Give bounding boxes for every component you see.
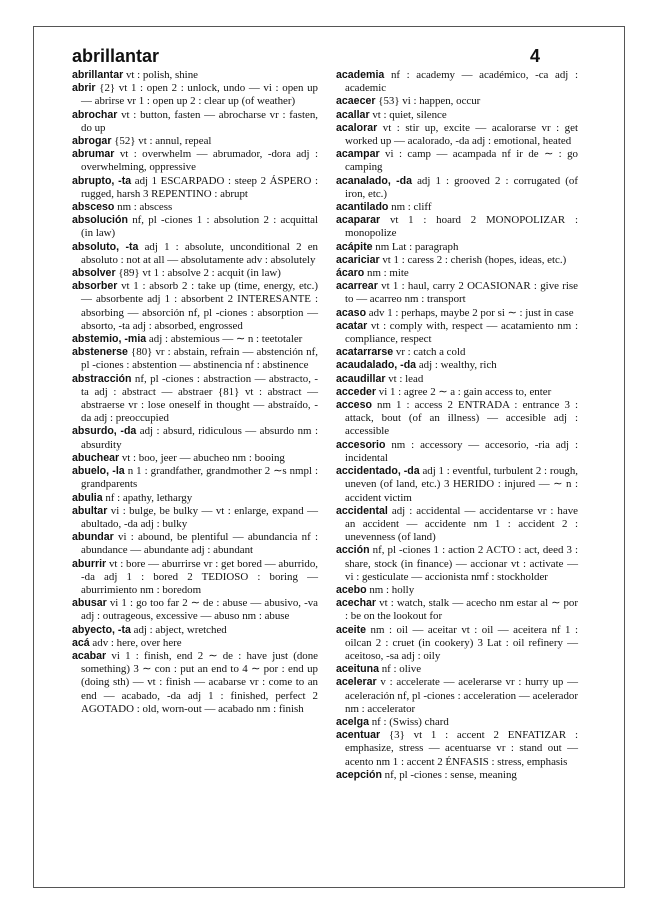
- entry-definition: vt : boo, jeer — abucheo nm : booing: [121, 451, 285, 464]
- entry-headword: abulia: [72, 491, 103, 504]
- left-column: [72, 69, 318, 716]
- entry-headword: acelerar: [336, 676, 377, 689]
- entry-definition: adj 1 ESCARPADO : steep 2 ÁSPERO : rugged, harsh 3 REPENTINO : abrupt: [81, 174, 318, 200]
- dictionary-entry: [336, 307, 578, 320]
- entry-definition: nf : (Swiss) chard: [371, 715, 449, 728]
- dictionary-entry: [72, 69, 318, 82]
- entry-headword: aceituna: [336, 663, 379, 676]
- dictionary-entry: [336, 109, 578, 122]
- dictionary-entry: [72, 201, 318, 214]
- dictionary-entry: [72, 373, 318, 426]
- entry-headword: acaparar: [336, 214, 381, 227]
- entry-headword: abrumar: [72, 148, 115, 161]
- dictionary-entry: [336, 676, 578, 716]
- entry-definition: vi 1 : go too far 2 ∼ de : abuse — abusivo, -va adj : outrageous, excessive — abuso nm : abuse: [81, 597, 318, 623]
- dictionary-entry: [72, 214, 318, 240]
- entry-headword: abrochar: [72, 108, 118, 121]
- dictionary-entry: [336, 729, 578, 769]
- entry-headword: abrogar: [72, 135, 112, 148]
- entry-definition: vt : polish, shine: [125, 69, 198, 81]
- entry-definition: vt : bore — aburrirse vr : get bored — aburrido, -da adj 1 : bored 2 TEDIOSO : boring — aburrimiento nm : boredom: [81, 557, 318, 596]
- entry-headword: absoluto, -ta: [72, 240, 139, 253]
- dictionary-entry: [336, 373, 578, 386]
- entry-headword: abuelo, -la: [72, 465, 125, 478]
- entry-definition: nm : abscess: [117, 201, 173, 214]
- dictionary-entry: [336, 439, 578, 465]
- entry-headword: acaudalado, -da: [336, 359, 417, 372]
- entry-definition: nf : olive: [381, 663, 422, 676]
- dictionary-entry: [72, 280, 318, 333]
- dictionary-entry: [336, 69, 578, 95]
- entry-headword: acantilado: [336, 201, 389, 214]
- dictionary-entry: [72, 637, 318, 650]
- entry-definition: adj 1 : eventful, turbulent 2 : rough, uneven (of land, etc.) 3 HERIDO : injured — ∼ n : accident victim: [345, 465, 578, 504]
- entry-headword: abusar: [72, 597, 107, 610]
- running-head: [72, 46, 588, 70]
- entry-headword: abrupto, -ta: [72, 174, 132, 187]
- entry-headword: abyecto, -ta: [72, 623, 131, 636]
- entry-definition: nm : holly: [369, 583, 415, 596]
- entry-headword: acaso: [336, 306, 367, 319]
- entry-definition: adv : here, over here: [92, 636, 182, 649]
- entry-definition: {52} vt : annul, repeal: [114, 135, 212, 148]
- entry-definition: vi : bulge, be bulky — vt : enlarge, expand — abultado, -da adj : bulky: [81, 504, 318, 530]
- dictionary-entry: [72, 241, 318, 267]
- entry-definition: vt : quiet, silence: [372, 108, 447, 121]
- dictionary-entry: [72, 109, 318, 135]
- entry-definition: vr : catch a cold: [395, 346, 466, 359]
- dictionary-entry: [336, 201, 578, 214]
- dictionary-entry: [336, 584, 578, 597]
- entry-headword: aceite: [336, 623, 367, 636]
- entry-definition: vi : abound, be plentiful — abundancia nf : abundance — abundante adj : abundant: [81, 531, 318, 557]
- entry-headword: acepción: [336, 768, 382, 781]
- entry-definition: {89} vt 1 : absolve 2 : acquit (in law): [118, 267, 281, 280]
- dictionary-entry: [72, 425, 318, 451]
- dictionary-entry: [336, 267, 578, 280]
- entry-definition: adj : wealthy, rich: [418, 359, 497, 372]
- dictionary-entry: [336, 122, 578, 148]
- entry-definition: adv 1 : perhaps, maybe 2 por si ∼ : just in case: [368, 306, 574, 319]
- dictionary-entry: [336, 95, 578, 108]
- dictionary-entry: [336, 663, 578, 676]
- entry-headword: abstemio, -mia: [72, 333, 147, 346]
- dictionary-entry: [336, 280, 578, 306]
- entry-headword: accesorio: [336, 438, 386, 451]
- entry-definition: nm Lat : paragraph: [375, 240, 459, 253]
- entry-definition: {53} vi : happen, occur: [378, 95, 481, 108]
- page-number: 4: [529, 46, 540, 66]
- entry-headword: abrir: [72, 82, 96, 95]
- dictionary-entry: [336, 320, 578, 346]
- entry-headword: acción: [336, 544, 370, 557]
- entry-headword: acentuar: [336, 729, 381, 742]
- entry-definition: adj : abstemious — ∼ n : teetotaler: [148, 333, 303, 346]
- entry-headword: acaecer: [336, 95, 376, 108]
- entry-headword: acarrear: [336, 280, 378, 293]
- entry-headword: abuchear: [72, 451, 120, 464]
- entry-definition: adj 1 : absolute, unconditional 2 en absoluto : not at all — absolutamente adv : absolutely: [81, 240, 318, 266]
- entry-headword: absceso: [72, 201, 115, 214]
- dictionary-entry: [336, 241, 578, 254]
- entry-definition: nf, pl -ciones 1 : action 2 ACTO : act, deed 3 : share, stock (in finance) — accionar vt : activate — vi : gesticulate — accionista nmf : stockholder: [345, 544, 578, 583]
- entry-headword: acariciar: [336, 253, 380, 266]
- entry-headword: acatarrarse: [336, 346, 394, 359]
- entry-headword: aburrir: [72, 557, 107, 570]
- entry-definition: vt 1 : caress 2 : cherish (hopes, ideas, etc.): [382, 253, 567, 266]
- dictionary-entry: [72, 597, 318, 623]
- entry-definition: nf, pl -ciones 1 : absolution 2 : acquittal (in law): [81, 214, 318, 240]
- dictionary-entry: [72, 650, 318, 716]
- dictionary-entry: [72, 452, 318, 465]
- entry-definition: adj 1 : grooved 2 : corrugated (of iron, etc.): [345, 174, 578, 200]
- entry-headword: ácaro: [336, 267, 365, 280]
- entry-headword: absolver: [72, 267, 116, 280]
- dictionary-entry: [72, 175, 318, 201]
- entry-definition: nf, pl -ciones : sense, meaning: [384, 768, 517, 781]
- entry-headword: abstenerse: [72, 346, 128, 359]
- entry-definition: nm : mite: [367, 267, 409, 280]
- dictionary-entry: [72, 558, 318, 598]
- entry-definition: nf : academy — académico, -ca adj : academic: [345, 69, 578, 95]
- entry-definition: nm : cliff: [391, 201, 432, 214]
- entry-definition: adj : absurd, ridiculous — absurdo nm : absurdity: [81, 425, 318, 451]
- entry-definition: vt : watch, stalk — acecho nm estar al ∼ por : be on the lookout for: [345, 597, 578, 623]
- entry-definition: nm 1 : access 2 ENTRADA : entrance 3 : attack, bout (of an illness) — accesible adj : accessible: [345, 399, 578, 438]
- entry-headword: accidentado, -da: [336, 465, 420, 478]
- entry-definition: vi : camp — acampada nf ir de ∼ : go camping: [345, 148, 578, 174]
- dictionary-entry: [336, 769, 578, 782]
- dictionary-entry: [336, 254, 578, 267]
- entry-definition: nf : apathy, lethargy: [105, 491, 193, 504]
- dictionary-entry: [336, 386, 578, 399]
- dictionary-entry: [72, 148, 318, 174]
- entry-definition: vt : lead: [388, 372, 424, 385]
- entry-headword: acceso: [336, 399, 372, 412]
- entry-headword: acechar: [336, 597, 377, 610]
- dictionary-entry: [336, 346, 578, 359]
- entry-definition: {80} vr : abstain, refrain — abstención nf, pl -ciones : abstention — abstinencia nf : abstinence: [81, 346, 318, 372]
- right-column: [336, 69, 578, 782]
- dictionary-entry: [72, 82, 318, 108]
- dictionary-entry: [336, 624, 578, 664]
- entry-definition: vi 1 : finish, end 2 ∼ de : have just (done something) 3 ∼ con : put an end to 4 ∼ por : end up (doing sth) — vt : finish — acabarse vr : come to an end — acabado, -da adj 1 : finished, perfect 2 AGOTADO : old, worn-out — acabado nm : finish: [81, 649, 318, 715]
- entry-definition: adj : accidental — accidentarse vr : have an accident — accidente nm 1 : accident 2 : unevenness (of land): [345, 504, 578, 544]
- entry-headword: absorber: [72, 280, 118, 293]
- entry-headword: acá: [72, 636, 90, 649]
- entry-definition: vt 1 : haul, carry 2 OCASIONAR : give rise to — acarreo nm : transport: [345, 280, 578, 306]
- entry-headword: acatar: [336, 319, 368, 332]
- entry-definition: adj : abject, wretched: [133, 623, 227, 636]
- entry-headword: acampar: [336, 148, 380, 161]
- dictionary-entry: [336, 175, 578, 201]
- dictionary-entry: [72, 346, 318, 372]
- entry-definition: nm : oil — aceitar vt : oil — aceitera nf 1 : oilcan 2 : cruet (in cookery) 3 Lat : oil refinery — aceitoso, -sa adj : oily: [345, 623, 578, 662]
- entry-definition: vt : comply with, respect — acatamiento nm : compliance, respect: [345, 319, 578, 346]
- dictionary-entry: [72, 333, 318, 346]
- dictionary-entry: [336, 505, 578, 545]
- entry-headword: abultar: [72, 504, 108, 517]
- entry-definition: vi 1 : agree 2 ∼ a : gain access to, enter: [378, 385, 552, 398]
- entry-headword: acalorar: [336, 121, 378, 134]
- dictionary-entry: [72, 465, 318, 491]
- dictionary-entry: [72, 505, 318, 531]
- entry-definition: vt 1 : absorb 2 : take up (time, energy, etc.) — absorbente adj 1 : absorbent 2 INTERESANTE : absorbing — absorción nf, pl -ciones : absorption — absorto, -ta adj : absorbed, engrossed: [81, 280, 318, 332]
- entry-definition: vt : overwhelm — abrumador, -dora adj : overwhelming, oppressive: [81, 148, 318, 174]
- dictionary-entry: [72, 531, 318, 557]
- entry-definition: n 1 : grandfather, grandmother 2 ∼s nmpl : grandparents: [81, 465, 319, 491]
- entry-headword: absolución: [72, 214, 128, 227]
- entry-definition: nm : accessory — accesorio, -ria adj : incidental: [345, 438, 578, 464]
- entry-headword: acelga: [336, 715, 369, 728]
- dictionary-entry: [72, 492, 318, 505]
- entry-headword: academia: [336, 69, 385, 81]
- entry-definition: {3} vt 1 : accent 2 ENFATIZAR : emphasize, stress — acentuarse vr : stand out — acento nm 1 : accent 2 ÉNFASIS : stress, emphasis: [345, 729, 578, 768]
- entry-headword: abstracción: [72, 372, 132, 385]
- entry-headword: acceder: [336, 385, 377, 398]
- entry-headword: acápite: [336, 240, 373, 253]
- entry-definition: v : accelerate — acelerarse vr : hurry up — aceleración nf, pl -ciones : acceleration — acelerador nm : accelerator: [345, 676, 578, 715]
- entry-definition: vt : stir up, excite — acalorarse vr : get worked up — acalorado, -da adj : emotional, heated: [345, 121, 578, 148]
- entry-headword: acallar: [336, 108, 370, 121]
- dictionary-entry: [72, 135, 318, 148]
- dictionary-entry: [336, 214, 578, 240]
- entry-definition: vt 1 : hoard 2 MONOPOLIZAR : monopolize: [345, 214, 578, 240]
- entry-headword: acaudillar: [336, 372, 386, 385]
- entry-headword: acebo: [336, 583, 367, 596]
- entry-definition: {2} vt 1 : open 2 : unlock, undo — vi : open up — abrirse vr 1 : open up 2 : clear up (of weather): [81, 82, 318, 108]
- dictionary-entry: [72, 267, 318, 280]
- dictionary-entry: [336, 148, 578, 174]
- guide-word: abrillantar: [72, 46, 160, 66]
- dictionary-entry: [336, 544, 578, 584]
- dictionary-entry: [336, 597, 578, 623]
- entry-headword: acabar: [72, 649, 107, 662]
- entry-headword: abrillantar: [72, 69, 124, 81]
- entry-headword: abundar: [72, 531, 114, 544]
- dictionary-entry: [72, 624, 318, 637]
- dictionary-entry: [336, 465, 578, 505]
- entry-headword: accidental: [336, 504, 388, 517]
- dictionary-entry: [336, 716, 578, 729]
- dictionary-entry: [336, 399, 578, 439]
- entry-definition: nf, pl -ciones : abstraction — abstracto, -ta adj : abstract — abstraer {81} vt : abstract — abstraerse vr : lose oneself in thought — abstraído, -da adj : preoccupied: [81, 372, 318, 425]
- entry-definition: vt : button, fasten — abrocharse vr : fasten, do up: [81, 108, 318, 134]
- dictionary-entry: [336, 359, 578, 372]
- entry-headword: acanalado, -da: [336, 174, 412, 187]
- entry-headword: absurdo, -da: [72, 425, 137, 438]
